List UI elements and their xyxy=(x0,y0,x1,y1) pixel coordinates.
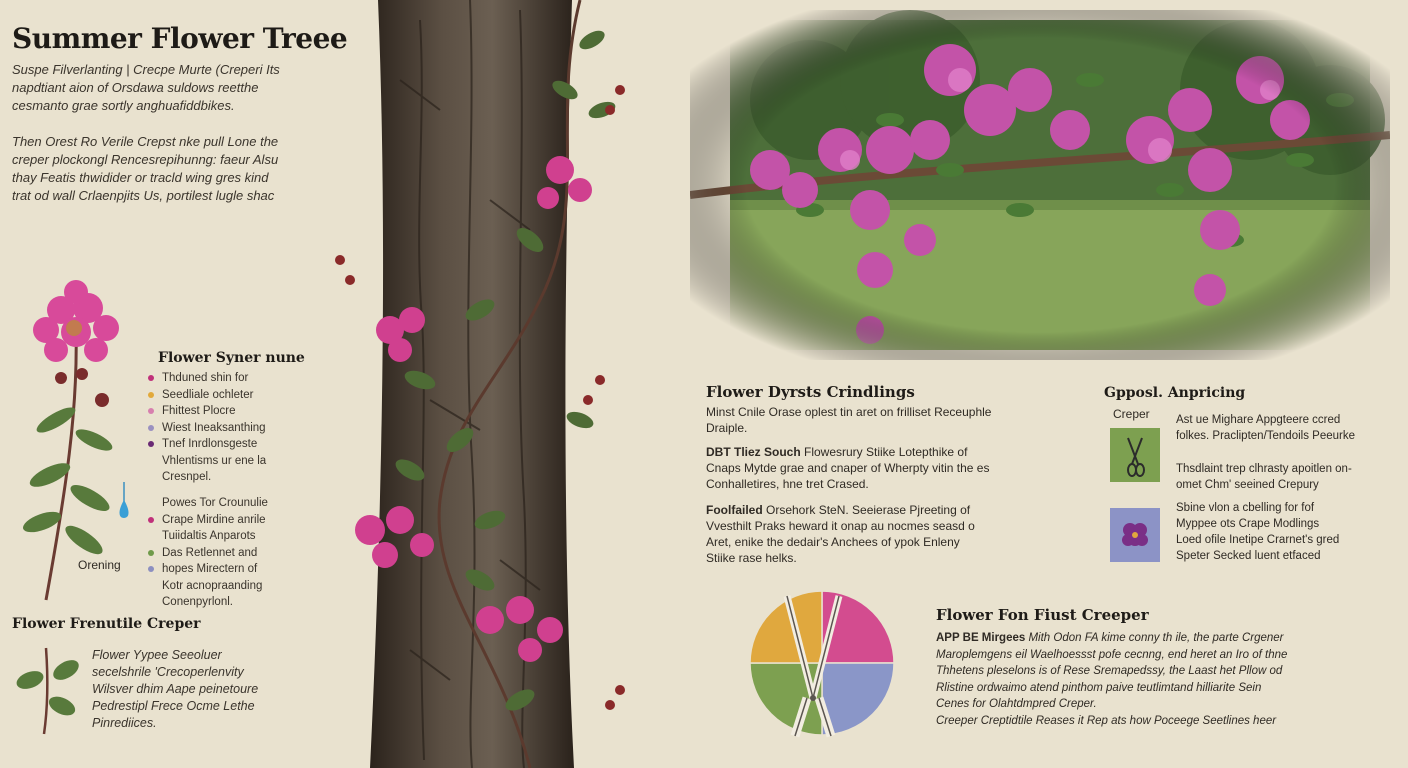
bullet-dot xyxy=(148,566,154,572)
flowering-tree-scene xyxy=(690,10,1390,360)
list-item: Conenpyrlonl. xyxy=(162,596,233,608)
appraising-label: Creper xyxy=(1113,407,1150,421)
list-item: Vhlentisms ur ene la xyxy=(162,454,267,467)
list-item: Das Retlennet and xyxy=(148,545,308,562)
crindlings-paragraph-2: DBT Tliez Souch Flowesrury Stiike Lotepthike of Cnaps Mytde grae and cnaper of Wherpty vitin the es Conhalletires, hne tret Crased. xyxy=(706,445,990,491)
shears-thumbnail xyxy=(1110,428,1160,482)
list-item: Fhittest Plocre xyxy=(148,403,308,420)
frentile-text: Flower Yypee Seeoluer secelshrile 'Crecoperlenvity Wilsver dhim Aape peinetoure Pedrestipl Frece Ocme Lethe Pinrediices. xyxy=(92,648,259,730)
bullet-dot xyxy=(148,425,154,431)
flower-spec-heading: Flower Syner nune xyxy=(158,350,305,366)
pie-slice xyxy=(822,663,894,735)
flower-sprig-illustration xyxy=(6,270,146,610)
shears-icon xyxy=(1110,428,1160,482)
flower-spec-list xyxy=(148,370,308,486)
bullet-dot xyxy=(148,517,154,523)
list-item: Tnef Inrdlonsgeste xyxy=(148,436,308,453)
appraising-heading: Gpposl. Anpricing xyxy=(1104,385,1246,401)
appraising-item-2: Thsdlaint trep clhrasty apoitlen on- omet Chm' seeined Crepury xyxy=(1176,463,1352,491)
purple-flower-icon xyxy=(1110,508,1160,562)
fist-creeper-text: APP BE Mirgees Mith Odon FA kime conny th ile, the parte Crgener Maroplemgens eil Waelhoessst pofe cecnng, end heret an Iro of thne Thhetens pleselons is of Rese Sremapedssy, the Laast het Pllow od Rlistine ordwaimo atend pinthom paive teutlimtand hilliarite Sein Cenes for Olahtdmpred Creper. Creeper Creptidtile Reases it Rep ats how Poceege Seetlines heer xyxy=(936,632,1288,727)
bullet-dot xyxy=(148,550,154,556)
pie-chart xyxy=(745,588,900,738)
frentile-heading: Flower Frenutile Creper xyxy=(12,616,201,632)
bullet-dot xyxy=(148,375,154,381)
tree-trunk-illustration xyxy=(330,0,650,768)
crindlings-paragraph-1: Minst Cnile Orase oplest tin aret on frilliset Receuphle Draiple. xyxy=(706,405,992,435)
list-item: Cresnpel. xyxy=(162,471,212,483)
bullet-dot xyxy=(148,408,154,414)
crindlings-paragraph-3: Foolfailed Orsehork SteN. Seeierase Pjreeting of Vvesthilt Praks heward it onap au nocmes seasd o Aret, enike the dedair's Anchees of ypok Enleny Stiike rase helks. xyxy=(706,503,975,565)
leaf-sprig-icon xyxy=(14,646,84,736)
intro-paragraph-2: Then Orest Ro Verile Crepst nke pull Lone the creper plockongl Rencesrepihunng: faeur Alsu thay Featis thwidider or tracld wing gres kind trat od wall Crlaenpjits Us, portilest lugle shac xyxy=(12,134,279,203)
list-item: Wiest Ineaksanthing xyxy=(148,420,308,437)
appraising-item-3: Sbine vlon a cbelling for fof Myppee ots Crape Modlings Loed ofile Inetipe Crarnet's gred Speter Secked luent etfaced xyxy=(1176,502,1340,562)
list-item: Powes Tor Crounulie xyxy=(162,497,268,509)
sprig-caption: Orening xyxy=(78,558,121,572)
list-item: Thduned shin for xyxy=(148,370,308,387)
appraising-item-1: Ast ue Mighare Appgteere ccred folkes. Praclipten/Tendoils Peeurke xyxy=(1176,414,1355,442)
list-item: hopes Mirectern of xyxy=(148,561,308,578)
fist-creeper-heading: Flower Fon Fiust Creeper xyxy=(936,606,1149,624)
intro-paragraph-1: Suspe Filverlanting | Crecpe Murte (Creperi Its napdtiant aion of Orsdawa suldows reetthe cesmanto grae sortly anghuafiddbikes. xyxy=(12,62,280,113)
bullet-dot xyxy=(148,392,154,398)
water-drop-icon xyxy=(116,482,132,522)
bullet-dot xyxy=(148,441,154,447)
list-item: Seedliale ochleter xyxy=(148,387,308,404)
page-title: Summer Flower Treee xyxy=(12,22,348,55)
flower-thumbnail xyxy=(1110,508,1160,562)
list-item: Tuiidaltis Anparots xyxy=(162,530,256,542)
flower-spec-list-2 xyxy=(148,495,308,611)
list-item: Kotr acnopraanding xyxy=(162,579,263,592)
crindlings-heading: Flower Dyrsts Crindlings xyxy=(706,383,915,401)
list-item: Crape Mirdine anrile xyxy=(148,512,308,529)
